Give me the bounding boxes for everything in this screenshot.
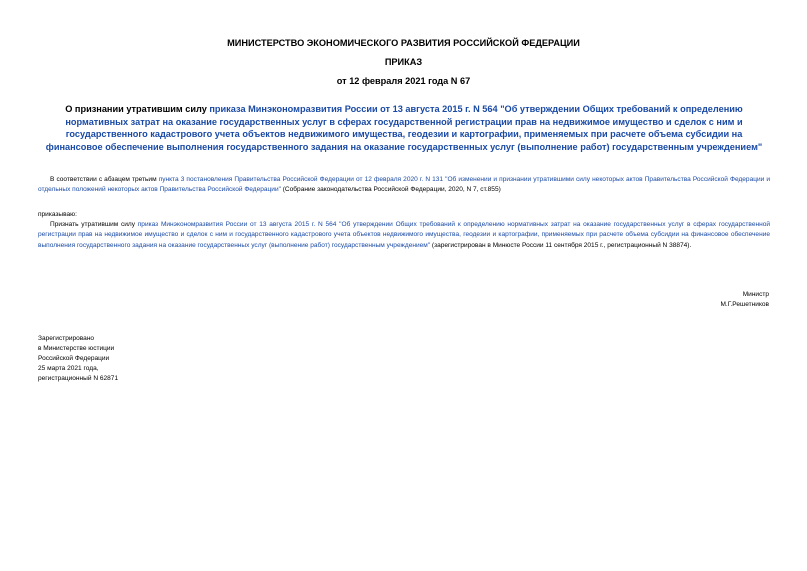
- registration-line: Российской Федерации: [38, 355, 110, 362]
- date-number-heading: от 12 февраля 2021 года N 67: [336, 76, 471, 86]
- document-title: [44, 103, 764, 153]
- signature-position: Министр: [742, 291, 769, 298]
- registration-line: в Министерстве юстиции: [38, 345, 115, 352]
- signature-name: М.Г.Решетников: [720, 301, 769, 308]
- doc-type-heading: ПРИКАЗ: [384, 57, 423, 67]
- preamble-text-2: (Собрание законодательства Российской Федерации, 2020, N 7, ст.855): [280, 186, 501, 194]
- preamble-link[interactable]: пункта 3 постановления Правительства Российской Федерации от 12 февраля 2020 г. N 131 "Об изменении и признании утратившими силу некоторых актов Правительства Российской Федерации и отдельных положений некоторых актов Правительства Российской Федерации": [38, 176, 771, 194]
- order-word: приказываю:: [38, 211, 77, 218]
- title-prefix: О признании утратившим силу: [65, 104, 210, 114]
- clause-paragraph: [38, 220, 770, 251]
- preamble-paragraph: [38, 175, 770, 196]
- clause-link[interactable]: приказ Минэкономразвития России от 13 августа 2015 г. N 564 "Об утверждении Общих требований к определению нормативных затрат на оказание государственных услуг в сферах государственной регистрации прав на недвижимое имущество и сделок с ним и государственного кадастрового учета объектов недвижимого имущества, геодезии и картографии, применяемых при расчете объема субсидии на финансовое обеспечение выполнения государственного задания на оказание государственных услуг (выполнение работ) государственным учреждением": [38, 221, 770, 249]
- registration-line: регистрационный N 62871: [38, 375, 119, 382]
- registration-line: Зарегистрировано: [38, 335, 95, 342]
- clause-text-2: (зарегистрирован в Минюсте России 11 сентября 2015 г., регистрационный N 38874).: [430, 241, 692, 249]
- ministry-heading: МИНИСТЕРСТВО ЭКОНОМИЧЕСКОГО РАЗВИТИЯ РОССИЙСКОЙ ФЕДЕРАЦИИ: [227, 38, 580, 48]
- title-link[interactable]: приказа Минэкономразвития России от 13 августа 2015 г. N 564 "Об утверждении Общих требований к определению нормативных затрат на оказание государственных услуг в сферах государственной регистрации прав на недвижимое имущество и сделок с ним и государственного кадастрового учета объектов недвижимого имущества, геодезии и картографии, применяемых при расчете объема субсидии на финансовое обеспечение выполнения государственного задания на оказание государственных услуг (выполнение работ) государственным учреждением": [45, 104, 763, 152]
- clause-text-1: Признать утратившим силу: [50, 221, 138, 228]
- preamble-text-1: В соответствии с абзацем третьим: [50, 176, 159, 183]
- registration-line: 25 марта 2021 года,: [38, 365, 99, 372]
